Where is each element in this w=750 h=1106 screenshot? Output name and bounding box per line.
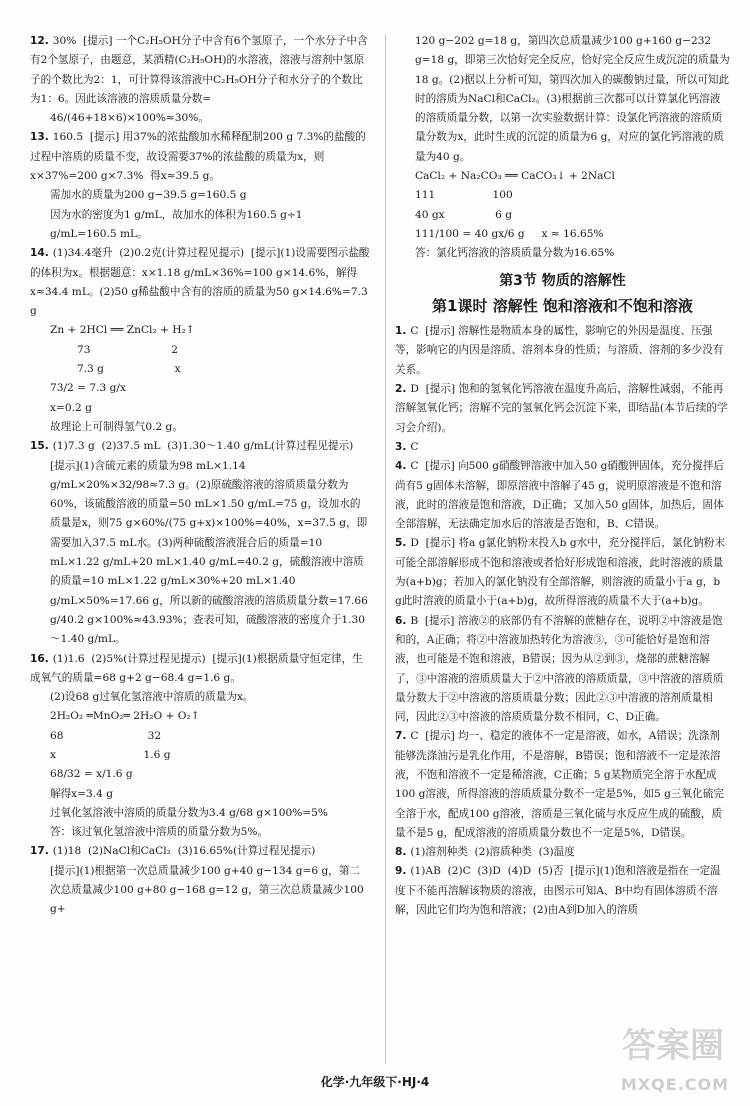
right-answer-list (395, 322, 730, 920)
answer-line (395, 380, 730, 438)
answer-line (30, 360, 370, 379)
answer-text: Zn + 2HCl ══ ZnCl₂ + H₂↑ (50, 324, 195, 337)
answer-line (30, 206, 370, 245)
answer-line (395, 167, 730, 186)
answer-text: 73 2 (50, 343, 178, 356)
answer-text: CaCl₂ + Na₂CO₃ ══ CaCO₃↓ + 2NaCl (415, 170, 615, 183)
answer-line (30, 746, 370, 765)
question-number: 9. (395, 865, 407, 878)
right-top-continuation (395, 32, 730, 264)
answer-line (395, 186, 730, 205)
answer-text: 过氧化氢溶液中溶质的质量分数为3.4 g/68 g×100%=5% (50, 806, 328, 819)
answer-text: C (410, 440, 419, 453)
answer-text: 40 gx 6 g (415, 208, 513, 221)
answer-line (30, 707, 370, 726)
answer-text: (1)7.3 g (2)37.5 mL (3)1.30～1.40 g/mL(计算过程见提示) (52, 440, 354, 453)
answer-text: (1)18 (2)NaCl和CaCl₂ (3)16.65%(计算过程见提示) (52, 845, 316, 858)
answer-text: D [提示] 饱和的氢氧化钙溶液在温度升高后，溶解性减弱，不能再溶解氢氧化钙；溶解不完的氢氧化钙会沉淀下来，即结晶(本节后续的学习会介绍)。 (395, 383, 728, 434)
page-footer: 化学·九年级下·HJ·4 (320, 1075, 430, 1089)
answer-line (395, 843, 730, 862)
question-number: 14. (30, 247, 49, 260)
answer-text: 故理论上可制得氢气0.2 g。 (50, 420, 183, 433)
answer-text: 解得x=3.4 g (50, 787, 114, 800)
watermark-logo (614, 1018, 736, 1096)
question-number: 1. (395, 325, 407, 338)
left-column (30, 32, 370, 920)
answer-text: [提示](1)根据第一次总质量减少100 g+40 g−134 g=6 g，第二次总质量减少100 g+80 g−168 g=12 g，第三次总质量减少100 g+ (50, 864, 368, 916)
answer-line (30, 128, 370, 186)
answer-line (30, 765, 370, 784)
answer-line (30, 186, 370, 205)
section-title: 第3节 物质的溶解性 (499, 272, 626, 289)
answer-line (395, 727, 730, 843)
answer-text: C [提示] 向500 g硝酸钾溶液中加入50 g硝酸钾固体，充分搅拌后尚有5 g固体未溶解，即原溶液中溶解了45 g，说明原溶液是不饱和溶液，此时的溶液是饱和溶液，D正确；又加入50 g固体，加热后，固体全部溶解，无法确定加水后的溶液是否饱和，B、C错误。 (395, 460, 724, 531)
answer-text: x=0.2 g (50, 401, 92, 414)
answer-text: (1)1.6 (2)5%(计算过程见提示) [提示](1)根据质量守恒定律，生成氧气的质量=68 g+2 g−68.4 g=1.6 g。 (30, 652, 363, 684)
question-number: 6. (395, 614, 407, 627)
answer-line (30, 379, 370, 398)
answer-text: C [提示] 均一、稳定的液体不一定是溶液，如水，A错误；洗涤剂能够洗涤油污是乳化作用，不是溶解，B错误；饱和溶液不一定是浓溶液，不饱和溶液不一定是稀溶液，C正确；5 g某物质完全溶于水配成100 g溶液，所得溶液的溶质质量分数不一定是5%，如5 g三氧化硫完全溶于水，配成100 g溶液，溶质是三氧化硫与水反应生成的硫酸，质量不是5 g，配成溶液的溶质质量分数也不一定是5%，D错误。 (395, 730, 724, 839)
answer-text: 需加水的质量为200 g−39.5 g=160.5 g (50, 189, 247, 202)
answer-line (30, 842, 370, 861)
question-number: 16. (30, 652, 49, 665)
answer-text: 73/2 = 7.3 g/x (50, 382, 126, 395)
watermark-site-text: MXQE.COM (620, 1075, 730, 1094)
answer-text: [提示](1)含硫元素的质量为98 mL×1.14 g/mL×20%×32/98≈7.3 g。(2)原硫酸溶液的溶质质量分数为60%，该硫酸溶液的质量=50 mL×1.50 g/mL=75 g，设加水的质量是x，则75 g×60%/(75 g+x)×100%=40%，x=37.5 g，即需要加入37.5 mL水。(3)两种硫酸溶液混合后的质量=10 mL×1.22 g/mL+20 mL×1.40 g/mL=40.2 g，硫酸溶液中溶质的质量=10 mL×1.22 g/mL×30%+20 mL×1.40 g/mL×50%=17.66 g，所以新的硫酸溶液的溶质质量分数=17.66 g/40.2 g×100%≈43.93%；查表可知，硫酸溶液的密度介于1.30～1.40 g/mL。 (50, 459, 372, 646)
answer-text: D [提示] 将a g氯化钠粉末投入b g水中，充分搅拌后，氯化钠粉末可能全部溶解形成不饱和溶液或者恰好形成饱和溶液，此时溶液的质量为(a+b)g；若加入的氯化钠没有全部溶解，则溶液的质量小于a g，b g此时溶液的质量小于(a+b)g，故所得溶液的质量不大于(a+b)g。 (395, 537, 725, 608)
right-column (395, 32, 730, 920)
answer-line (395, 225, 730, 244)
answer-text: 因为水的密度为1 g/mL，故加水的体积为160.5 g÷1 g/mL=160.5 mL。 (50, 208, 306, 240)
answer-line (30, 109, 370, 128)
answer-text: 68/32 = x/1.6 g (50, 768, 133, 781)
answer-text: 答：该过氧化氢溶液中溶质的质量分数为5%。 (50, 826, 269, 839)
answer-text: 答：氯化钙溶液的溶质质量分数为16.65% (415, 247, 615, 260)
answer-line (30, 688, 370, 707)
question-number: 13. (30, 131, 49, 144)
answer-line (395, 534, 730, 611)
answer-text: 30% [提示] 一个C₂H₅OH分子中含有6个氢原子，一个水分子中含有2个氢原子，由题意，某酒精(C₂H₅OH)的水溶液，溶液与溶剂中氢原子的个数比为2：1，可计算得该溶液中C₂H₅OH分子和水分子的个数比为1：6。因此该溶液的溶质质量分数= (30, 35, 368, 105)
answer-line (30, 341, 370, 360)
answer-line (395, 244, 730, 263)
answer-text: 2H₂O₂ ═MnO₂═ 2H₂O + O₂↑ (50, 710, 200, 723)
answer-text: (1)溶剂种类 (2)溶质种类 (3)温度 (410, 846, 575, 859)
answer-text: 111/100 = 40 gx/6 g x ≈ 16.65% (415, 227, 604, 240)
answer-text: (1)34.4毫升 (2)0.2克(计算过程见提示) [提示](1)设需要图示盐酸的体积为x。根据题意：x×1.18 g/mL×36%=100 g×14.6%，解得x≈34.4 mL。(2)50 g稀盐酸中含有的溶质的质量为50 g×14.6%=7.3 g (30, 247, 372, 318)
column-divider (385, 34, 386, 1064)
question-number: 12. (30, 35, 49, 47)
answer-line (30, 244, 370, 321)
answer-line (30, 399, 370, 418)
answer-line (30, 785, 370, 804)
answer-text: (1)AB (2)C (3)D (4)D (5)否 [提示](1)饱和溶液是指在一定温度下不能再溶解该物质的溶液，由图示可知A、B中均有固体溶质不溶解，因此它们均为饱和溶液；(2)由A到D加入的溶质 (395, 865, 721, 917)
question-number: 2. (395, 383, 407, 396)
answer-line (395, 206, 730, 225)
question-number: 3. (395, 440, 407, 453)
answer-line (395, 457, 730, 534)
answer-text: 160.5 [提示] 用37%的浓盐酸加水稀释配制200 g 7.3%的盐酸的过程中溶质的质量不变，故设需要37%的浓盐酸的质量为x，则x×37%=200 g×7.3% 得x≈39.5 g。 (30, 131, 366, 183)
answer-line (395, 612, 730, 728)
question-number: 7. (395, 730, 407, 743)
answer-line (30, 418, 370, 437)
answer-line (395, 322, 730, 380)
answer-text: 7.3 g x (50, 363, 181, 376)
answer-text: 46/(46+18×6)×100%≈30%。 (50, 112, 209, 125)
answer-text: 68 32 (50, 729, 162, 742)
answer-line (30, 862, 370, 920)
watermark-logo-text: 答案圈 (622, 1026, 724, 1066)
answer-line (30, 650, 370, 689)
answer-text: B [提示] 溶液②的底部仍有不溶解的蔗糖存在，说明②中溶液是饱和的，A正确；将②中溶液加热转化为溶液③，③可能恰好是饱和溶液，也可能是不饱和溶液，B错误；因为从②到③，烧部的蔗糖溶解了，③中溶液的溶质质量大于②中溶液的溶质质量，③中溶液的溶质质量分数大于②中溶液的溶质质量分数；因此②③中溶液的溶剂质量相同，因此②③中溶液的溶质质量分数不相同，C、D正确。 (395, 614, 724, 724)
answer-line (30, 32, 370, 109)
answer-line (30, 457, 370, 650)
answer-line (395, 32, 730, 167)
question-number: 5. (395, 537, 407, 550)
answer-line (395, 438, 730, 457)
question-number: 4. (395, 460, 407, 473)
answer-text: C [提示] 溶解性是物质本身的属性，影响它的外因是温度、压强等，影响它的内因是溶质、溶剂本身的性质；与溶质、溶剂的多少没有关系。 (395, 325, 724, 376)
question-number: 15. (30, 440, 49, 453)
answer-text: 111 100 (415, 189, 513, 202)
lesson-title: 第1课时 溶解性 饱和溶液和不饱和溶液 (432, 296, 693, 315)
answer-line (30, 804, 370, 823)
question-number: 8. (395, 846, 407, 859)
answer-line (30, 321, 370, 340)
answer-text: (2)设68 g过氧化氢溶液中溶质的质量为x。 (50, 691, 254, 704)
answer-line (30, 437, 370, 456)
answer-line (395, 862, 730, 920)
question-number: 17. (30, 845, 49, 858)
answer-line (30, 823, 370, 842)
answer-line (30, 727, 370, 746)
answer-text: x 1.6 g (50, 748, 171, 761)
answer-text: 120 g−202 g=18 g，第四次总质量减少100 g+160 g−232 g=18 g，即第三次恰好完全反应，恰好完全反应生成沉淀的质量为18 g。(2)据以上分析可知，第四次加入的碳酸钠过量，所以可知此时的溶质为NaCl和CaCl₂。(3)根据前三次都可以计算氯化钙溶液的溶质质量分数，以第一次实验数据计算：设氯化钙溶液的溶质质量分数为x，此时生成的沉淀的质量为6 g，对应的氯化钙溶液的质量为40 g。 (415, 35, 730, 163)
